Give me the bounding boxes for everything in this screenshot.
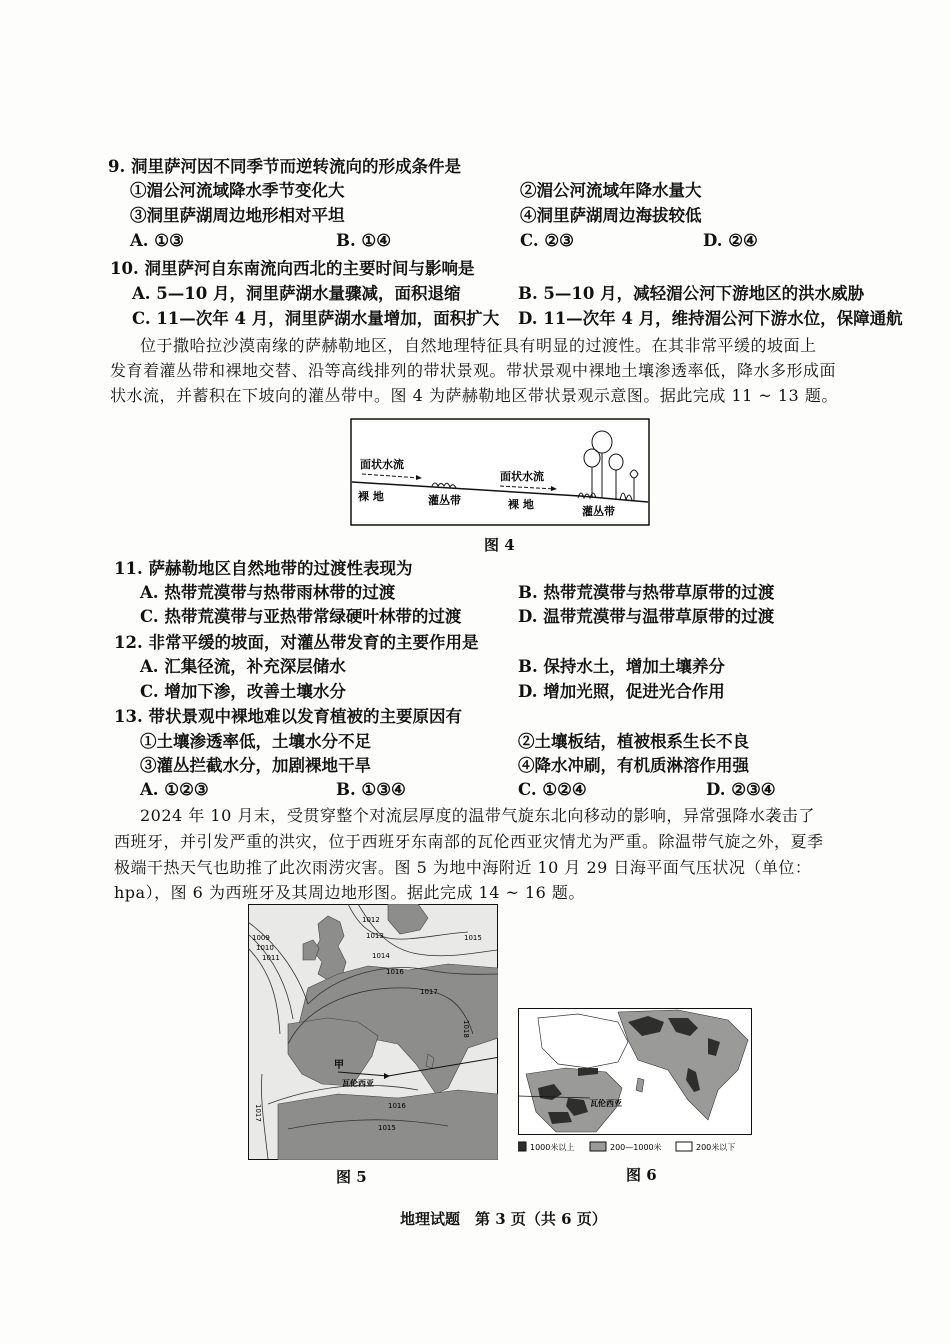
- q9-statement-3: ③洞里萨湖周边地形相对平坦: [130, 206, 345, 225]
- q11-option-b: B. 热带荒漠带与热带草原带的过渡: [518, 583, 775, 602]
- q9-statement-2: ②湄公河流域年降水量大: [520, 181, 702, 200]
- q10-stem: 10. 洞里萨河自东南流向西北的主要时间与影响是: [110, 259, 475, 278]
- q9-option-a: A. ①③: [130, 231, 184, 250]
- figure-4-caption: 图 4: [484, 536, 515, 554]
- fig5-isobar-label-1015-bottom: 1015: [378, 1124, 396, 1132]
- q12-option-d: D. 增加光照，促进光合作用: [518, 682, 725, 701]
- q13-statement-2: ②土壤板结，植被根系生长不良: [518, 732, 749, 751]
- q12-option-b: B. 保持水土，增加土壤养分: [518, 657, 725, 676]
- passage2-line2: 发育着灌丛带和裸地交替、沿等高线排列的带状景观。带状景观中裸地土壤渗透率低，降水多形成面: [110, 361, 837, 380]
- fig5-isobar-label-1017: 1017: [420, 988, 438, 996]
- passage3-line4: hpa），图 6 为西班牙及其周边地形图。据此完成 14 ~ 16 题。: [114, 883, 585, 902]
- fig5-isobar-label-1010: 1010: [256, 944, 274, 952]
- page-footer: 地理试题 第 3 页（共 6 页）: [400, 1210, 607, 1228]
- fig6-legend-high: 1000米以上: [530, 1143, 575, 1152]
- q11-option-c: C. 热带荒漠带与亚热带常绿硬叶林带的过渡: [140, 607, 462, 626]
- q13-statement-3: ③灌丛拦截水分，加剧裸地干旱: [140, 756, 371, 775]
- q11-stem: 11. 萨赫勒地区自然地带的过渡性表现为: [114, 559, 413, 578]
- figure-6-topography-map: [518, 1008, 752, 1160]
- q12-stem: 12. 非常平缓的坡面，对灌丛带发育的主要作用是: [114, 633, 479, 652]
- fig5-isobar-label-1014: 1014: [372, 952, 390, 960]
- q10-option-a: A. 5—10 月，洞里萨湖水量骤减，面积退缩: [132, 284, 461, 303]
- figure-5-caption: 图 5: [336, 1168, 367, 1186]
- q12-option-a: A. 汇集径流，补充深层储水: [140, 657, 346, 676]
- q13-stem: 13. 带状景观中裸地难以发育植被的主要原因有: [114, 707, 462, 726]
- passage3-line1: 2024 年 10 月末，受贯穿整个对流层厚度的温带气旋东北向移动的影响，异常强降水袭击了: [140, 806, 815, 825]
- fig5-isobar-label-1016: 1016: [386, 968, 404, 976]
- fig6-legend-low: 200米以下: [696, 1143, 736, 1152]
- passage3-line3: 极端干热天气也助推了此次雨涝灾害。图 5 为地中海附近 10 月 29 日海平面气压状况（单位：: [114, 858, 812, 877]
- fig5-isobar-label-1013: 1013: [366, 932, 384, 940]
- passage2-line3: 状水流，并蓄积在下坡向的灌丛带中。图 4 为萨赫勒地区带状景观示意图。据此完成 11 ~ 13 题。: [110, 386, 838, 405]
- passage3-line2: 西班牙，并引发严重的洪灾，位于西班牙东南部的瓦伦西亚灾情尤为严重。除温带气旋之外，夏季: [114, 832, 824, 851]
- q9-option-c: C. ②③: [520, 231, 574, 250]
- q12-option-c: C. 增加下渗，改善土壤水分: [140, 682, 346, 701]
- fig6-valencia-label: 瓦伦西亚: [590, 1099, 622, 1108]
- fig5-isobar-label-1017-left: 1017: [254, 1104, 262, 1122]
- q9-stem: 9. 洞里萨河因不同季节而逆转流向的形成条件是: [108, 157, 461, 176]
- q13-statement-1: ①土壤渗透率低，土壤水分不足: [140, 732, 371, 751]
- fig4-bare-label-1: 裸 地: [358, 490, 384, 503]
- q11-option-a: A. 热带荒漠带与热带雨林带的过渡: [140, 583, 396, 602]
- fig4-bush-label-2: 灌丛带: [582, 505, 615, 518]
- q10-option-c: C. 11—次年 4 月，洞里萨湖水量增加，面积扩大: [132, 309, 500, 328]
- fig5-isobar-label-1016-bottom: 1016: [388, 1102, 406, 1110]
- fig6-legend: [518, 1142, 735, 1152]
- figure-5-pressure-map: [248, 904, 498, 1160]
- q13-option-c: C. ①②④: [518, 780, 587, 799]
- q9-statement-1: ①湄公河流域降水季节变化大: [130, 181, 345, 200]
- q11-option-d: D. 温带荒漠带与温带草原带的过渡: [518, 607, 775, 626]
- figure-4: [350, 418, 650, 526]
- fig6-legend-mid: 200—1000米: [610, 1143, 662, 1152]
- q10-option-d: D. 11—次年 4 月，维持湄公河下游水位，保障通航: [518, 309, 903, 328]
- fig5-isobar-label-1015-top: 1015: [464, 934, 482, 942]
- fig5-isobar-label-1011: 1011: [262, 954, 280, 962]
- q13-option-d: D. ②③④: [706, 780, 776, 799]
- q13-option-b: B. ①③④: [336, 780, 406, 799]
- fig5-isobar-label-1018: 1018: [462, 1020, 470, 1038]
- fig4-bush-label-1: 灌丛带: [428, 494, 461, 507]
- passage2-line1: 位于撒哈拉沙漠南缘的萨赫勒地区，自然地理特征具有明显的过渡性。在其非常平缓的坡面上: [140, 336, 817, 355]
- q10-option-b: B. 5—10 月，减轻湄公河下游地区的洪水威胁: [518, 284, 865, 303]
- fig4-flow-label-1: 面状水流: [360, 458, 404, 471]
- q9-option-b: B. ①④: [336, 231, 392, 250]
- figure-6-caption: 图 6: [626, 1166, 657, 1184]
- q13-option-a: A. ①②③: [140, 780, 209, 799]
- fig5-valencia-label: 瓦伦西亚: [342, 1079, 374, 1088]
- q13-statement-4: ④降水冲刷，有机质淋溶作用强: [518, 756, 749, 775]
- fig5-point-jia: 甲: [334, 1060, 344, 1071]
- fig4-flow-label-2: 面状水流: [500, 470, 544, 483]
- fig5-isobar-label-1009: 1009: [252, 934, 270, 942]
- fig4-bare-label-2: 裸 地: [508, 498, 534, 511]
- q9-option-d: D. ②④: [703, 231, 758, 250]
- q9-statement-4: ④洞里萨湖周边海拔较低: [520, 206, 702, 225]
- fig5-isobar-label-1012: 1012: [362, 916, 380, 924]
